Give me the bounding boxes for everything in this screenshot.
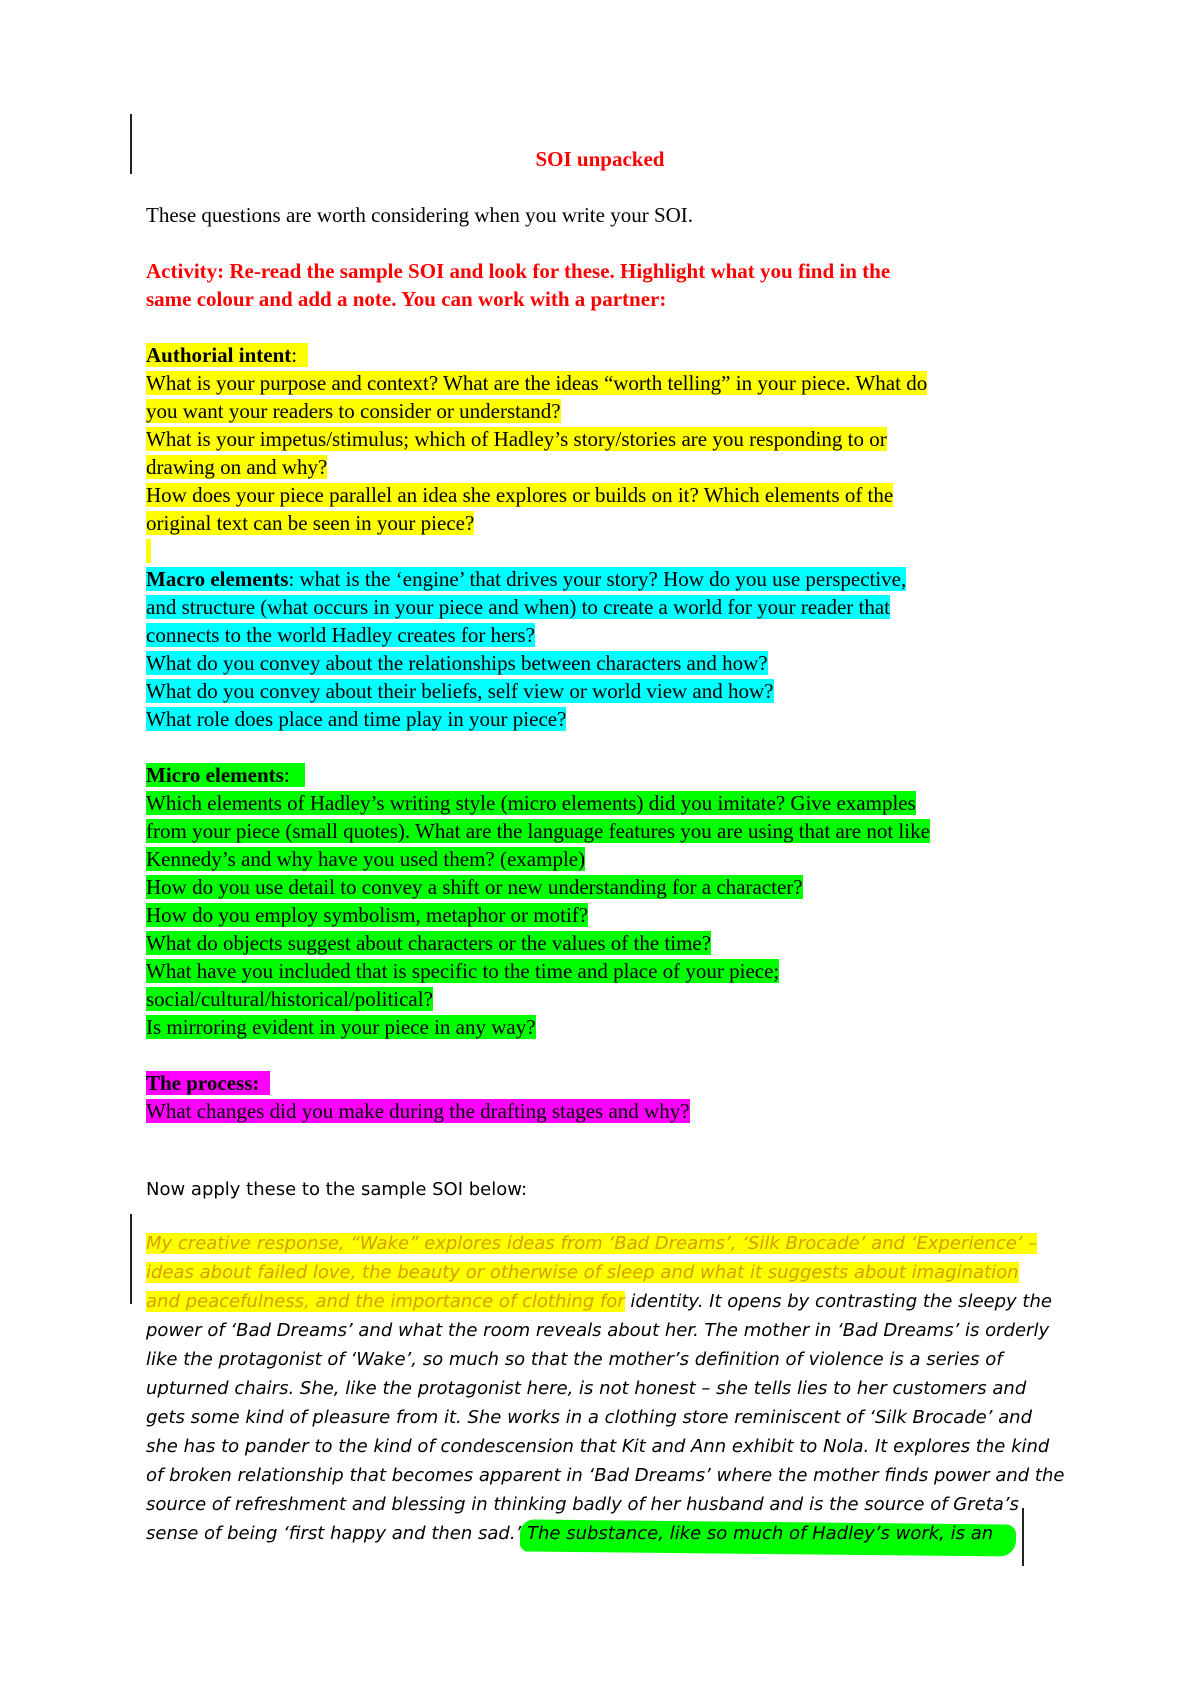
sample-line-last: sense of being ‘first happy and then sad.’ The substance, like so much of Hadley’s work, is an <box>146 1523 994 1544</box>
macro-line: What do you convey about the relationships between characters and how? <box>146 651 768 675</box>
sample-line: power of ‘Bad Dreams’ and what the room reveals about her. The mother in ‘Bad Dreams’ is orderly <box>146 1320 1050 1341</box>
sample-line: ideas about failed love, the beauty or otherwise of sleep and what it suggests about imagination <box>146 1262 1019 1283</box>
green-highlighted-text: The substance, like so much of Hadley’s work, is an <box>527 1523 994 1544</box>
intro-text: These questions are worth considering when you write your SOI. <box>146 203 694 227</box>
authorial-line: you want your readers to consider or understand? <box>146 399 561 423</box>
macro-heading: Macro elements <box>146 567 289 591</box>
sample-line: she has to pander to the kind of condescension that Kit and Ann exhibit to Nola. It explores the kind <box>146 1436 1050 1457</box>
authorial-line: original text can be seen in your piece? <box>146 511 475 535</box>
macro-line: What do you convey about their beliefs, self view or world view and how? <box>146 679 774 703</box>
authorial-heading <box>146 342 308 369</box>
authorial-line: What is your purpose and context? What are the ideas “worth telling” in your piece. What do <box>146 371 928 395</box>
micro-heading-line: Micro elements: <box>146 762 305 789</box>
sample-line: My creative response, “Wake” explores ideas from ‘Bad Dreams’, ‘Silk Brocade’ and ‘Experience’ – <box>146 1233 1038 1254</box>
sample-line: of broken relationship that becomes apparent in ‘Bad Dreams’ where the mother finds power and the <box>146 1465 1065 1486</box>
macro-line: connects to the world Hadley creates for hers? <box>146 623 535 647</box>
apply-instruction: Now apply these to the sample SOI below: <box>146 1179 528 1200</box>
authorial-line: How does your piece parallel an idea she explores or builds on it? Which elements of the <box>146 483 894 507</box>
micro-line: How do you use detail to convey a shift or new understanding for a character? <box>146 875 803 899</box>
text-cursor <box>1022 1508 1024 1566</box>
sample-line: like the protagonist of ‘Wake’, so much so that the mother’s definition of violence is a series of <box>146 1349 1003 1370</box>
authorial-line: What is your impetus/stimulus; which of Hadley’s story/stories are you responding to or <box>146 427 887 451</box>
sample-line: and peacefulness, and the importance of clothing for identity. It opens by contrasting the sleepy the <box>146 1291 1052 1312</box>
page-title: SOI unpacked <box>535 147 665 171</box>
micro-heading: Micro elements <box>146 763 284 787</box>
macro-line: What role does place and time play in your piece? <box>146 707 567 731</box>
authorial-blank <box>146 538 151 565</box>
authorial-heading-label: Authorial intent <box>146 343 292 367</box>
activity-line-2: same colour and add a note. You can work with a partner: <box>146 287 667 311</box>
micro-line: What have you included that is specific to the time and place of your piece; <box>146 959 780 983</box>
process-heading-line <box>146 1070 270 1097</box>
macro-line: and structure (what occurs in your piece and when) to create a world for your reader that <box>146 595 891 619</box>
activity-line-1: Activity: Re-read the sample SOI and look for these. Highlight what you find in the <box>146 259 891 283</box>
micro-line: Is mirroring evident in your piece in any way? <box>146 1015 536 1039</box>
micro-line: social/cultural/historical/political? <box>146 987 433 1011</box>
process-heading: The process: <box>146 1071 260 1095</box>
macro-heading-line: Macro elements: what is the ‘engine’ that drives your story? How do you use perspective, <box>146 567 907 591</box>
micro-line: Which elements of Hadley’s writing style (micro elements) did you imitate? Give examples <box>146 791 916 815</box>
authorial-line: drawing on and why? <box>146 455 328 479</box>
text-cursor <box>130 1214 132 1304</box>
micro-line: What do objects suggest about characters or the values of the time? <box>146 931 712 955</box>
micro-line: How do you employ symbolism, metaphor or motif? <box>146 903 589 927</box>
micro-line: from your piece (small quotes). What are the language features you are using that are not like <box>146 819 930 843</box>
authorial-heading-colon: : <box>291 343 298 367</box>
micro-line: Kennedy’s and why have you used them? (example) <box>146 847 586 871</box>
process-line: What changes did you make during the drafting stages and why? <box>146 1099 690 1123</box>
sample-line: source of refreshment and blessing in thinking badly of her husband and is the source of Greta’s <box>146 1494 1019 1515</box>
sample-line: gets some kind of pleasure from it. She works in a clothing store reminiscent of ‘Silk Brocade’ and <box>146 1407 1033 1428</box>
sample-line: upturned chairs. She, like the protagonist here, is not honest – she tells lies to her customers and <box>146 1378 1027 1399</box>
